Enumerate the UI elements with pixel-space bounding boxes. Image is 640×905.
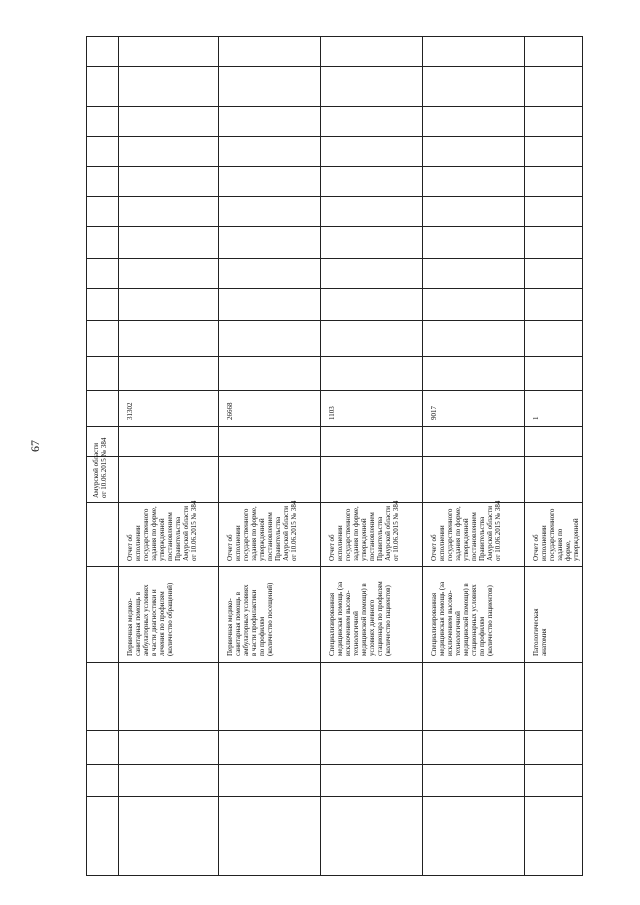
row-divider [86,796,583,797]
col-divider [118,36,119,876]
row-divider [86,288,583,289]
header-cell-text: Амурской области от 10.06.2015 № 384 [92,437,108,498]
row-divider [86,320,583,321]
report-document: Отчет об исполнении государственного задания по форме, утвержденной постановлением Правительства Амурской области от 10.06.2015 № 384 [328,500,400,561]
row-divider [86,136,583,137]
row-divider [86,390,583,391]
table-border-left [86,36,87,876]
service-name: Специализированная медицинская помощь (за исключением высоко- технологичной медицинской помощи) в стационарных условиях по профилям (количество пациентов) [430,581,494,656]
target-value: 31302 [126,402,134,420]
row-divider [86,66,583,67]
report-document: Отчет об исполнении государственного задания по форме, утвержденной постановлением Правительства Амурской области от 10.06.2015 № 384 [226,500,298,561]
rotated-table [86,36,583,876]
row-divider [86,258,583,259]
target-value: 26668 [226,402,234,420]
service-name: Первичная медико- санитарная помощь в амбулаторных условиях в части профилактики по профилям (количество посещений) [226,582,274,656]
page-number: 67 [28,440,42,452]
row-divider [86,196,583,197]
service-name: Первичная медико- санитарная помощь в амбулаторных условиях в части диагностики и лечения по профилям (количество обращений) [126,582,174,656]
row-divider [86,226,583,227]
row-divider [86,166,583,167]
row-divider [86,426,583,427]
row-divider [86,662,583,663]
row-divider [86,730,583,731]
row-divider [86,106,583,107]
col-divider [422,36,423,876]
row-divider [86,764,583,765]
service-name: Патологическая анатомия [532,608,548,656]
table-border-right [582,36,583,876]
target-value: 1 [532,416,540,420]
row-divider [86,356,583,357]
report-document: Отчет об исполнении государственного задания по форме, утвержденной [532,508,580,561]
table-border-top [86,36,583,37]
table-border-bottom [86,875,583,876]
col-divider [320,36,321,876]
target-value: 9017 [430,406,438,420]
service-name: Специализированная медицинская помощь (за исключением высоко- технологичной медицинской помощи) в условиях дневного стационара по профилям (количество пациентов) [328,581,392,656]
row-divider [86,456,583,457]
report-document: Отчет об исполнении государственного задания по форме, утвержденной постановлением Правительства Амурской области от 10.06.2015 № 384 [126,500,198,561]
report-document: Отчет об исполнении государственного задания по форме, утвержденной постановлением Правительства Амурской области от 10.06.2015 № 384 [430,500,502,561]
col-divider [218,36,219,876]
col-divider [524,36,525,876]
target-value: 1103 [328,406,336,420]
row-divider [86,566,583,567]
